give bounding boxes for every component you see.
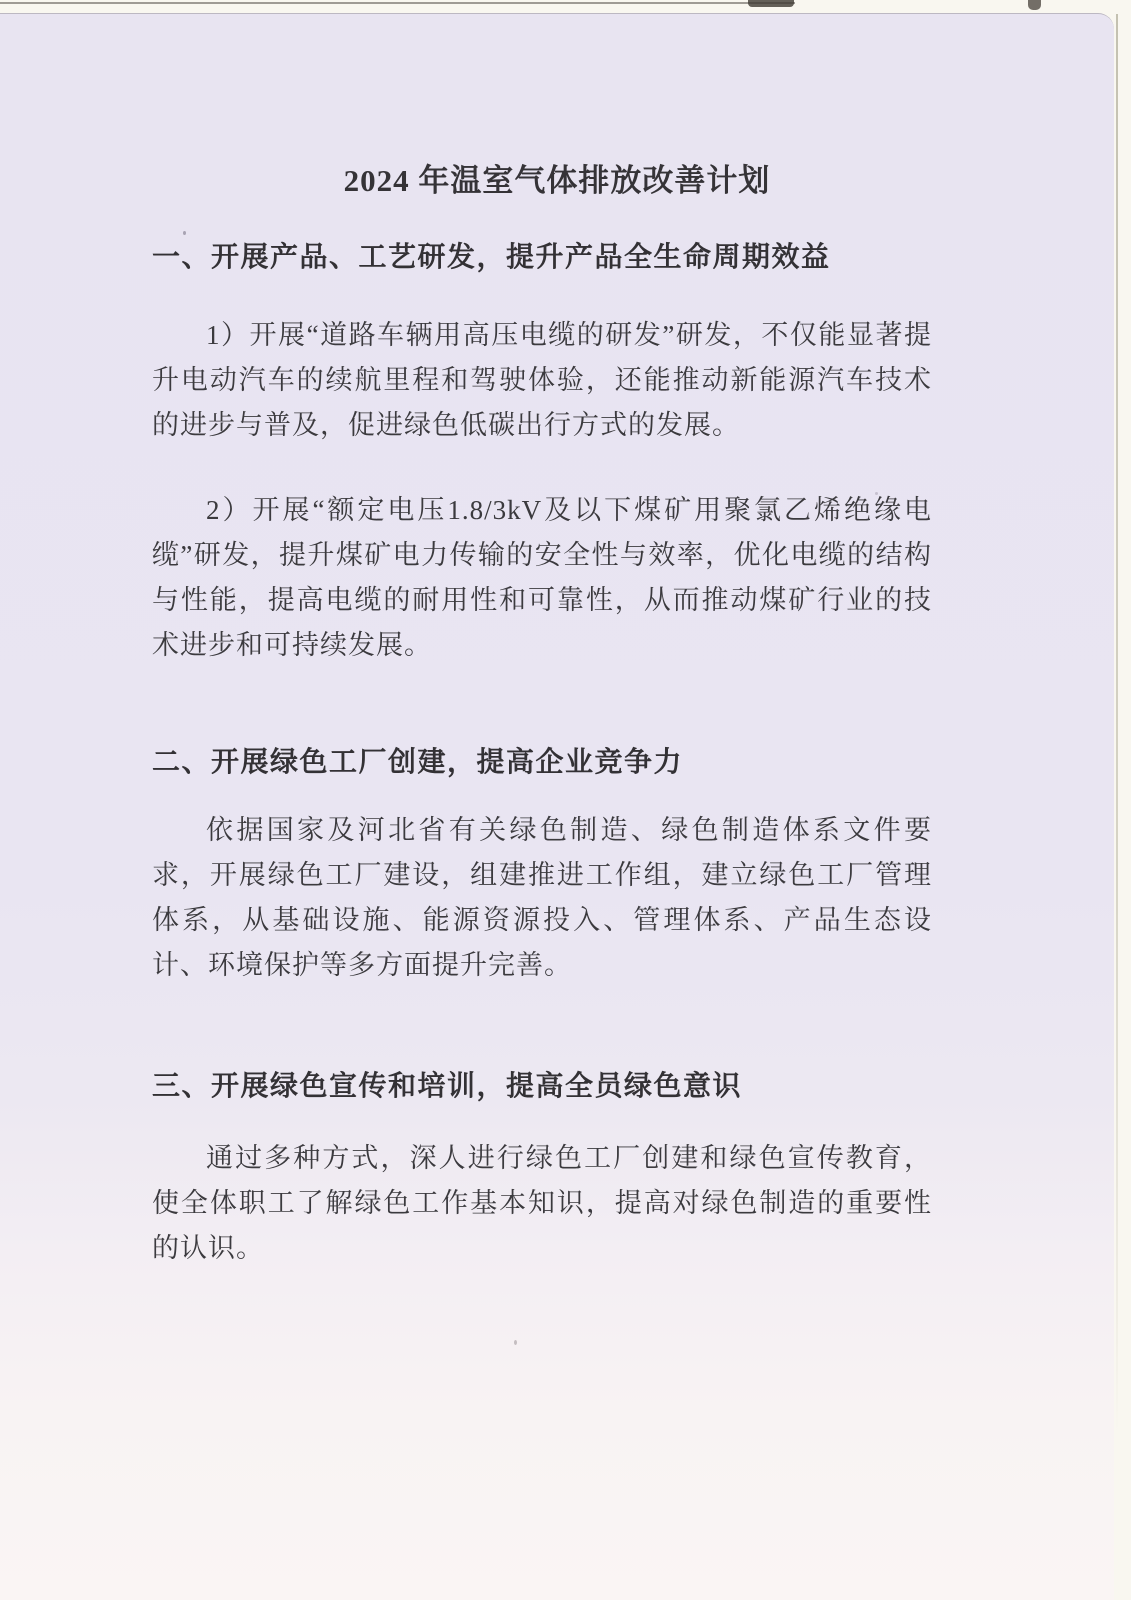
dust-speck — [514, 1340, 517, 1345]
scan-edge-mark — [748, 0, 794, 7]
scan-tick-mark — [1028, 0, 1041, 10]
page-edge-seam — [1116, 14, 1118, 1434]
document-title: 2024 年温室气体排放改善计划 — [343, 163, 771, 198]
section-2-paragraph-1: 依据国家及河北省有关绿色制造、绿色制造体系文件要求，开展绿色工厂建设，组建推进工作组，建立绿色工厂管理体系，从基础设施、能源资源投入、管理体系、产品生态设计、环境保护等多方面提升完善。 — [152, 815, 932, 980]
dust-speck — [183, 231, 186, 235]
dust-speck — [875, 492, 878, 495]
scan-edge-line — [0, 2, 795, 4]
section-1-heading: 一、开展产品、工艺研发，提升产品全生命周期效益 — [152, 242, 831, 273]
section-2-heading: 二、开展绿色工厂创建，提高企业竞争力 — [152, 747, 684, 778]
section-1-paragraph-2: 2）开展“额定电压1.8/3kV及以下煤矿用聚氯乙烯绝缘电缆”研发，提升煤矿电力传输的安全性与效率，优化电缆的结构与性能，提高电缆的耐用性和可靠性，从而推动煤矿行业的技术进步和可持续发展。 — [152, 495, 932, 660]
section-1-paragraph-1: 1）开展“道路车辆用高压电缆的研发”研发，不仅能显著提升电动汽车的续航里程和驾驶体验，还能推动新能源汽车技术的进步与普及，促进绿色低碳出行方式的发展。 — [152, 320, 932, 440]
document-page — [0, 13, 1114, 1600]
section-3-heading: 三、开展绿色宣传和培训，提高全员绿色意识 — [152, 1071, 743, 1102]
section-3-paragraph-1: 通过多种方式，深人进行绿色工厂创建和绿色宣传教育，使全体职工了解绿色工作基本知识，提高对绿色制造的重要性的认识。 — [152, 1143, 932, 1263]
